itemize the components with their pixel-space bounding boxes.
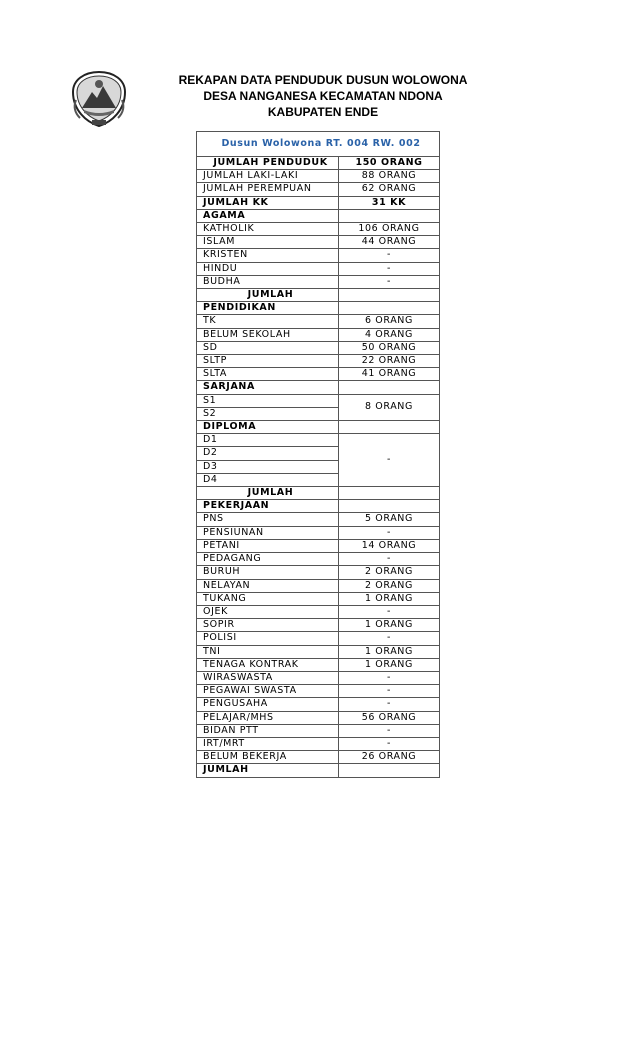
table-row: [197, 658, 440, 671]
row-value: -: [339, 737, 440, 750]
row-value: 1 ORANG: [339, 645, 440, 658]
row-label: POLISI: [197, 632, 339, 645]
row-label: BIDAN PTT: [197, 724, 339, 737]
row-value: -: [339, 685, 440, 698]
row-label: D4: [197, 473, 339, 486]
row-label: WIRASWASTA: [197, 671, 339, 684]
household-count-value: 31 KK: [339, 196, 440, 209]
row-label: PEGAWAI SWASTA: [197, 685, 339, 698]
table-row: [197, 249, 440, 262]
female-count-row: [197, 183, 440, 196]
table-row: [197, 671, 440, 684]
row-label: PENGUSAHA: [197, 698, 339, 711]
row-label: BELUM BEKERJA: [197, 751, 339, 764]
row-label: D1: [197, 434, 339, 447]
table-row: [197, 434, 440, 447]
row-label: SD: [197, 341, 339, 354]
empty-cell: [339, 209, 440, 222]
row-label: S1: [197, 394, 339, 407]
table-row: [197, 355, 440, 368]
row-label: PENSIUNAN: [197, 526, 339, 539]
empty-cell: [339, 289, 440, 302]
table-row: [197, 328, 440, 341]
table-row: [197, 539, 440, 552]
row-label: SLTA: [197, 368, 339, 381]
row-value: -: [339, 249, 440, 262]
table-row: [197, 698, 440, 711]
table-row: [197, 236, 440, 249]
table-row: [197, 262, 440, 275]
total-population-value: 150 ORANG: [339, 157, 440, 170]
population-recap-table: [196, 131, 440, 778]
row-label: NELAYAN: [197, 579, 339, 592]
row-value: 50 ORANG: [339, 341, 440, 354]
row-label: BURUH: [197, 566, 339, 579]
row-label: PEDAGANG: [197, 553, 339, 566]
table-caption: Dusun Wolowona RT. 004 RW. 002: [197, 132, 440, 157]
header-line-regency: KABUPATEN ENDE: [267, 105, 379, 119]
table-row: [197, 315, 440, 328]
row-value: -: [339, 671, 440, 684]
row-label: ISLAM: [197, 236, 339, 249]
row-value: 2 ORANG: [339, 579, 440, 592]
row-label: OJEK: [197, 605, 339, 618]
table-row: [197, 685, 440, 698]
household-count-label: JUMLAH KK: [197, 196, 339, 209]
table-row: [197, 513, 440, 526]
occupation-total-label: JUMLAH: [197, 764, 339, 777]
row-value: -: [339, 526, 440, 539]
row-value: 41 ORANG: [339, 368, 440, 381]
religion-total-label: JUMLAH: [197, 289, 339, 302]
female-count-label: JUMLAH PEREMPUAN: [197, 183, 339, 196]
row-value: -: [339, 553, 440, 566]
row-label: TUKANG: [197, 592, 339, 605]
table-row: [197, 645, 440, 658]
row-value: 14 ORANG: [339, 539, 440, 552]
table-row: [197, 751, 440, 764]
row-label: TENAGA KONTRAK: [197, 658, 339, 671]
table-row: [197, 592, 440, 605]
empty-cell: [339, 487, 440, 500]
total-population-label: JUMLAH PENDUDUK: [197, 157, 339, 170]
diploma-section-label: DIPLOMA: [197, 421, 339, 434]
row-value: 2 ORANG: [339, 566, 440, 579]
row-value: 106 ORANG: [339, 223, 440, 236]
document-header: [150, 72, 496, 120]
table-row: [197, 394, 440, 407]
table-row: [197, 223, 440, 236]
row-value: 1 ORANG: [339, 658, 440, 671]
row-value: 1 ORANG: [339, 592, 440, 605]
row-label: TK: [197, 315, 339, 328]
table-row: [197, 711, 440, 724]
row-label: BUDHA: [197, 275, 339, 288]
row-value: 44 ORANG: [339, 236, 440, 249]
bachelor-value: 8 ORANG: [339, 394, 440, 420]
table-row: [197, 341, 440, 354]
row-label: KATHOLIK: [197, 223, 339, 236]
row-value: 4 ORANG: [339, 328, 440, 341]
occupation-section-label: PEKERJAAN: [197, 500, 339, 513]
occupation-section-row: [197, 500, 440, 513]
row-value: -: [339, 275, 440, 288]
row-value: 56 ORANG: [339, 711, 440, 724]
religion-section-label: AGAMA: [197, 209, 339, 222]
empty-cell: [339, 421, 440, 434]
education-section-row: [197, 302, 440, 315]
table-row: [197, 553, 440, 566]
bachelor-section-label: SARJANA: [197, 381, 339, 394]
row-value: 5 ORANG: [339, 513, 440, 526]
table-row: [197, 526, 440, 539]
row-label: IRT/MRT: [197, 737, 339, 750]
table-row: [197, 724, 440, 737]
header-line-village: DESA NANGANESA KECAMATAN NDONA: [203, 89, 443, 103]
male-count-row: [197, 170, 440, 183]
row-label: PETANI: [197, 539, 339, 552]
row-label: PNS: [197, 513, 339, 526]
table-caption-row: [197, 132, 440, 157]
table-row: [197, 566, 440, 579]
row-label: BELUM SEKOLAH: [197, 328, 339, 341]
row-value: 6 ORANG: [339, 315, 440, 328]
empty-cell: [339, 381, 440, 394]
female-count-value: 62 ORANG: [339, 183, 440, 196]
table-row: [197, 368, 440, 381]
row-value: -: [339, 724, 440, 737]
male-count-value: 88 ORANG: [339, 170, 440, 183]
row-label: D3: [197, 460, 339, 473]
row-value: -: [339, 605, 440, 618]
bachelor-section-row: [197, 381, 440, 394]
education-total-label: JUMLAH: [197, 487, 339, 500]
religion-total-row: [197, 289, 440, 302]
regency-emblem-logo: [70, 70, 128, 128]
row-label: TNI: [197, 645, 339, 658]
row-label: D2: [197, 447, 339, 460]
row-label: SOPIR: [197, 619, 339, 632]
table-row: [197, 619, 440, 632]
table-row: [197, 275, 440, 288]
row-value: 1 ORANG: [339, 619, 440, 632]
empty-cell: [339, 302, 440, 315]
empty-cell: [339, 500, 440, 513]
household-count-row: [197, 196, 440, 209]
row-label: SLTP: [197, 355, 339, 368]
male-count-label: JUMLAH LAKI-LAKI: [197, 170, 339, 183]
row-label: HINDU: [197, 262, 339, 275]
table-row: [197, 632, 440, 645]
table-row: [197, 579, 440, 592]
table-row: [197, 737, 440, 750]
total-population-row: [197, 157, 440, 170]
header-line-title: REKAPAN DATA PENDUDUK DUSUN WOLOWONA: [178, 73, 468, 87]
education-total-row: [197, 487, 440, 500]
row-label: KRISTEN: [197, 249, 339, 262]
row-value: -: [339, 262, 440, 275]
row-value: -: [339, 698, 440, 711]
education-section-label: PENDIDIKAN: [197, 302, 339, 315]
diploma-section-row: [197, 421, 440, 434]
table-row: [197, 605, 440, 618]
row-value: -: [339, 632, 440, 645]
empty-cell: [339, 764, 440, 777]
diploma-value: -: [339, 434, 440, 487]
row-value: 26 ORANG: [339, 751, 440, 764]
row-value: 22 ORANG: [339, 355, 440, 368]
occupation-total-row: [197, 764, 440, 777]
religion-section-row: [197, 209, 440, 222]
row-label: S2: [197, 407, 339, 420]
row-label: PELAJAR/MHS: [197, 711, 339, 724]
